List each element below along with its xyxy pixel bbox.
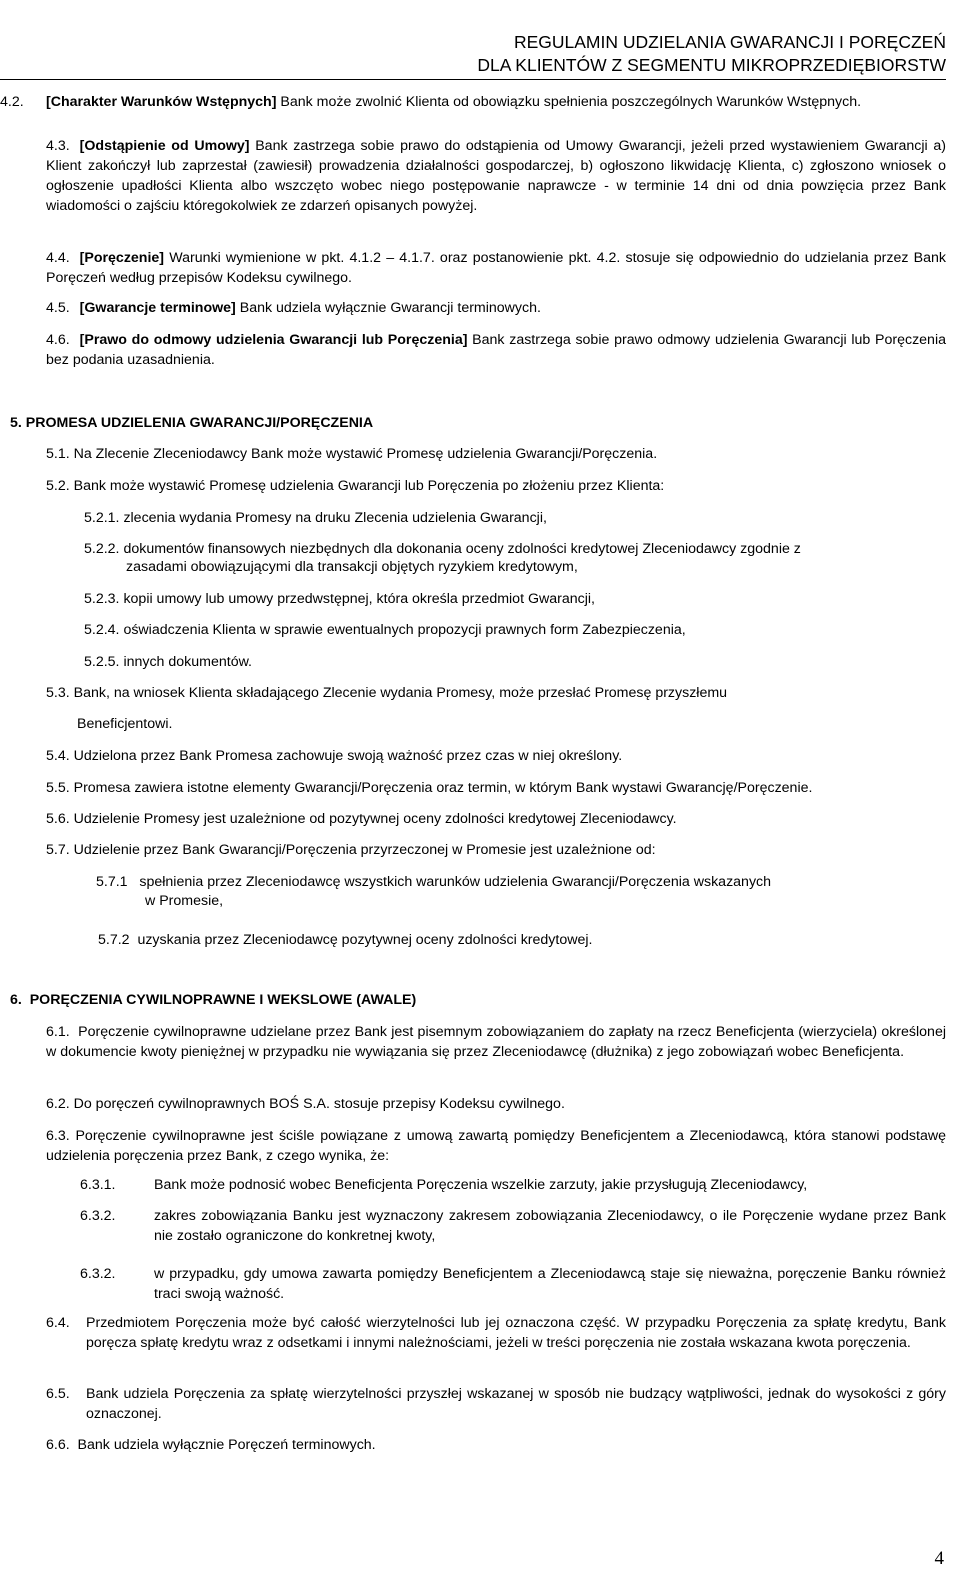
section-5-heading: 5. PROMESA UDZIELENIA GWARANCJI/PORĘCZENIA xyxy=(10,415,374,431)
header-title-line-1: REGULAMIN UDZIELANIA GWARANCJI I PORĘCZEŃ xyxy=(513,32,946,52)
section-5-2-5: 5.2.5. innych dokumentów. xyxy=(84,654,252,670)
section-5-7-2: 5.7.2 uzyskania przez Zleceniodawcę pozytywnej oceny zdolności kredytowej. xyxy=(98,932,593,948)
section-4-6 xyxy=(46,330,946,370)
section-4-4-title: [Poręczenie] xyxy=(79,250,165,266)
header-rule xyxy=(0,79,946,80)
section-4-2-number: 4.2. xyxy=(0,94,24,110)
section-4-5-number: 4.5. xyxy=(46,300,70,316)
section-4-3-title: [Odstąpienie od Umowy] xyxy=(79,138,250,154)
section-5-7-1-line-2: w Promesie, xyxy=(145,893,224,909)
section-4-6-title: [Prawo do odmowy udzielenia Gwarancji lub Poręczenia] xyxy=(79,332,468,348)
section-6-5-number: 6.5. xyxy=(46,1386,70,1402)
section-6-3-2-text: zakres zobowiązania Banku jest wyznaczony zakresem zobowiązania Zleceniodawcy, o ile Poręczenie wydane przez Bank nie zostało ograniczone do konkretnej kwoty, xyxy=(154,1208,946,1244)
section-4-3-number: 4.3. xyxy=(46,138,70,154)
section-5-6: 5.6. Udzielenie Promesy jest uzależnione od pozytywnej oceny zdolności kredytowej Zleceniodawcy. xyxy=(46,811,677,827)
section-5-2-2-line-1: 5.2.2. dokumentów finansowych niezbędnych dla dokonania oceny zdolności kredytowej Zleceniodawcy zgodnie z xyxy=(84,541,801,557)
header-title-line-2: DLA KLIENTÓW Z SEGMENTU MIKROPRZEDIĘBIORSTW xyxy=(477,55,946,75)
section-5-3-line-1: 5.3. Bank, na wniosek Klienta składającego Zlecenie wydania Promesy, może przesłać Promesę przyszłemu xyxy=(46,685,728,701)
section-4-6-number: 4.6. xyxy=(46,332,70,348)
section-4-2 xyxy=(0,92,958,112)
section-6-3-2-b-text: w przypadku, gdy umowa zawarta pomiędzy Beneficjentem a Zleceniodawcą staje się nieważna, poręczenie Banku również traci swoją ważność. xyxy=(154,1266,946,1302)
section-5-2-3: 5.2.3. kopii umowy lub umowy przedwstępnej, która określa przedmiot Gwarancji, xyxy=(84,591,595,607)
section-6-5 xyxy=(46,1384,946,1424)
section-6-3-2-b-number: 6.3.2. xyxy=(80,1266,116,1282)
section-4-5 xyxy=(46,298,946,318)
section-4-4-text: Warunki wymienione w pkt. 4.1.2 – 4.1.7. oraz postanowienie pkt. 4.2. stosuje się odpowiednio do udzielania przez Bank Poręczeń według przepisów Kodeksu cywilnego. xyxy=(46,250,946,286)
section-6-3-1-number: 6.3.1. xyxy=(80,1177,116,1193)
section-6-3-1-text: Bank może podnosić wobec Beneficjenta Poręczenia wszelkie zarzuty, jakie przysługują Zleceniodawcy, xyxy=(154,1177,808,1193)
section-4-2-title: [Charakter Warunków Wstępnych] xyxy=(46,94,277,110)
section-4-6-text: Bank zastrzega sobie prawo odmowy udzielenia Gwarancji lub Poręczenia bez podania uzasadnienia. xyxy=(46,332,946,368)
section-6-3-2-number: 6.3.2. xyxy=(80,1208,116,1224)
section-6-2: 6.2. Do poręczeń cywilnoprawnych BOŚ S.A. stosuje przepisy Kodeksu cywilnego. xyxy=(46,1096,565,1112)
section-6-4 xyxy=(46,1313,946,1353)
section-5-5: 5.5. Promesa zawiera istotne elementy Gwarancji/Poręczenia oraz termin, w którym Bank wystawi Gwarancję/Poręczenie. xyxy=(46,780,813,796)
section-6-heading: 6. PORĘCZENIA CYWILNOPRAWNE I WEKSLOWE (AWALE) xyxy=(10,992,417,1008)
section-4-4 xyxy=(46,248,946,288)
section-4-4-number: 4.4. xyxy=(46,250,70,266)
page-header xyxy=(0,30,946,82)
section-6-4-number: 6.4. xyxy=(46,1315,70,1331)
section-6-3-1 xyxy=(80,1175,946,1195)
section-6-3-2 xyxy=(80,1206,946,1246)
section-5-1: 5.1. Na Zlecenie Zleceniodawcy Bank może wystawić Promesę udzielenia Gwarancji/Poręczenia. xyxy=(46,446,658,462)
section-5-3-line-2: Beneficjentowi. xyxy=(77,716,173,732)
section-6-5-text: Bank udziela Poręczenia za spłatę wierzytelności przyszłej wskazanej w sposób nie budzący wątpliwości, jednak do wysokości z góry oznaczonej. xyxy=(86,1386,946,1422)
section-5-2-2-line-2: zasadami obowiązującymi dla transakcji objętych ryzykiem kredytowym, xyxy=(126,559,578,575)
section-6-3-2-b xyxy=(80,1264,946,1304)
section-6-1: 6.1. Poręczenie cywilnoprawne udzielane przez Bank jest pisemnym zobowiązaniem do zapłaty na rzecz Beneficjenta (wierzyciela) określonej w dokumencie kwoty pieniężnej w przypadku nie wywiązania się przez Zleceniodawcę (dłużnika) z jego zobowiązań wobec Beneficjenta. xyxy=(46,1024,950,1060)
section-4-3 xyxy=(46,136,946,216)
section-5-4: 5.4. Udzielona przez Bank Promesa zachowuje swoją ważność przez czas w niej określony. xyxy=(46,748,623,764)
section-5-2-4: 5.2.4. oświadczenia Klienta w sprawie ewentualnych propozycji prawnych form Zabezpieczenia, xyxy=(84,622,686,638)
page-number: 4 xyxy=(934,1548,944,1569)
section-6-6: 6.6. Bank udziela wyłącznie Poręczeń terminowych. xyxy=(46,1437,376,1453)
section-5-2: 5.2. Bank może wystawić Promesę udzielenia Gwarancji lub Poręczenia po złożeniu przez Klienta: xyxy=(46,478,665,494)
section-6-4-text: Przedmiotem Poręczenia może być całość wierzytelności lub jej oznaczona część. W przypadku Poręczenia za spłatę kredytu, Bank poręcza spłatę kredytu wraz z odsetkami i innymi należnościami, jeżeli w treści poręczenia nie została wskazana kwota poręczenia. xyxy=(86,1315,946,1351)
section-5-7-1-line-1: 5.7.1 spełnienia przez Zleceniodawcę wszystkich warunków udzielenia Gwarancji/Poręczenia wskazanych xyxy=(96,874,772,890)
section-4-2-text: Bank może zwolnić Klienta od obowiązku spełnienia poszczególnych Warunków Wstępnych. xyxy=(280,94,862,110)
section-5-2-1: 5.2.1. zlecenia wydania Promesy na druku Zlecenia udzielenia Gwarancji, xyxy=(84,510,547,526)
section-6-3: 6.3. Poręczenie cywilnoprawne jest ściśle powiązane z umową zawartą pomiędzy Beneficjentem a Zleceniodawcą, która stanowi podstawę udzielenia poręczenia przez Bank, z czego wynika, że: xyxy=(46,1128,946,1164)
section-4-5-text: Bank udziela wyłącznie Gwarancji terminowych. xyxy=(239,300,541,316)
section-4-3-text: Bank zastrzega sobie prawo do odstąpienia od Umowy Gwarancji, jeżeli przed wystawieniem Gwarancji a) Klient zakończył lub zaprzestał (zawiesił) prowadzenia działalności gospodarczej, b) ogłoszono likwidację Klienta, c) zgłoszono wniosek o ogłoszenie upadłości Klienta albo wszczęto wobec niego postępowanie naprawcze - w terminie 14 dni od dnia powzięcia przez Bank wiadomości o zajściu któregokolwiek ze zdarzeń opisanych powyżej. xyxy=(46,138,946,214)
section-5-7: 5.7. Udzielenie przez Bank Gwarancji/Poręczenia przyrzeczonej w Promesie jest uzależnione od: xyxy=(46,842,656,858)
section-4-5-title: [Gwarancje terminowe] xyxy=(79,300,236,316)
